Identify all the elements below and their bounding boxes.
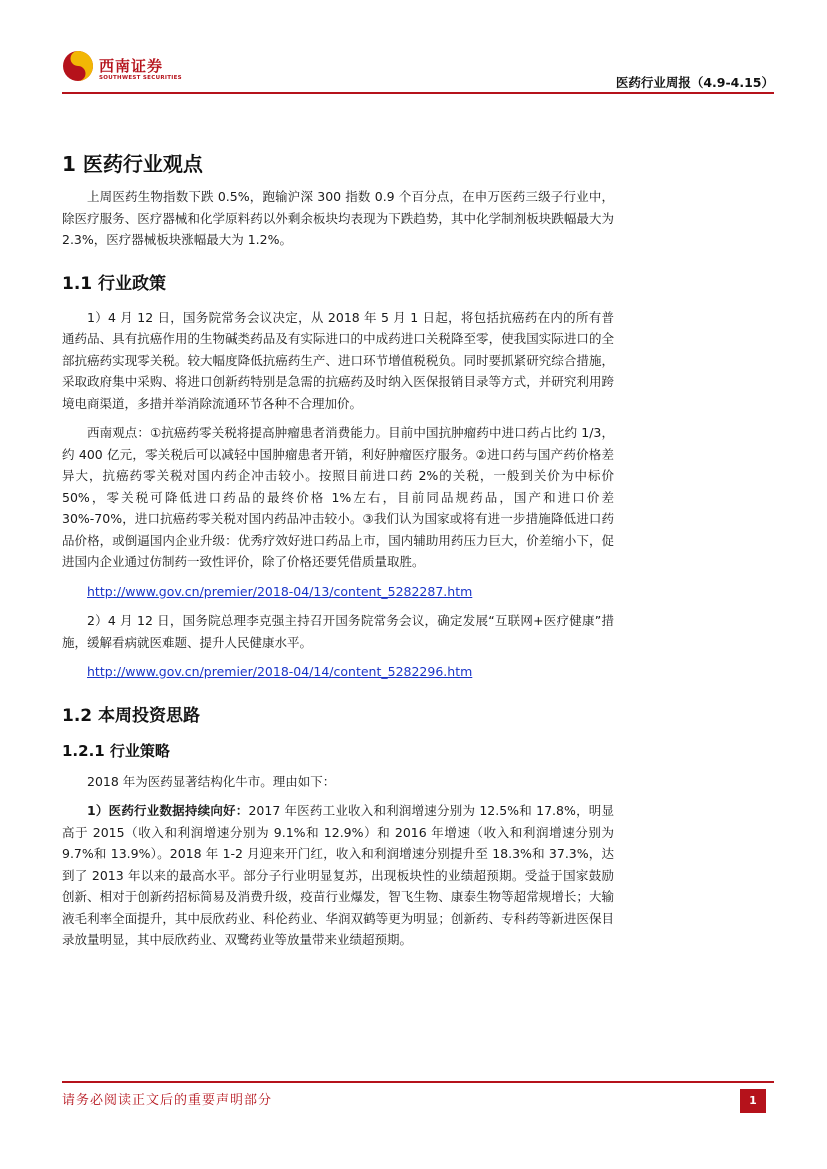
strategy-point-1-text: 2017 年医药工业收入和利润增速分别为 12.5%和 17.8%，明显高于 2015（收入和利润增速分别为 9.1%和 12.9%）和 2016 年增速（收入和利润增速分别为 9.7%和 13.9%）。2018 年 1-2 月迎来开门红，收入和利润增速分别提升至 18.3%和 37.3%，达到了 2013 年以来的最高水平。部分子行业明显复苏，出现板块性的业绩超预期。受益于国家鼓励创新、相对于创新药招标简易及消费升级，疫苗行业爆发，智飞生物、康泰生物等超常规增长；大输液毛利率全面提升，其中辰欣药业、科伦药业、华润双鹤等更为明显；创新药、专科药等新进医保目录放量明显，其中辰欣药业、双鹭药业等放量带来业绩超预期。	[62, 803, 615, 947]
report-title: 医药行业周报（4.9-4.15）	[615, 75, 774, 90]
section-1-2-heading: 1.2 本周投资思路	[62, 705, 201, 726]
strategy-point-1-label: 1）医药行业数据持续向好：	[87, 803, 249, 818]
strategy-paragraph-1: 2018 年为医药显著结构化牛市。理由如下：	[87, 773, 336, 789]
section-1-2-1-heading: 1.2.1 行业策略	[62, 741, 170, 760]
logo-english-name: SOUTHWEST SECURITIES	[99, 75, 182, 81]
section-1-1-heading: 1.1 行业政策	[62, 273, 167, 294]
document-body	[62, 150, 614, 951]
company-logo	[62, 48, 202, 88]
policy-link-1[interactable]: http://www.gov.cn/premier/2018-04/13/content_5282287.htm	[87, 583, 473, 599]
section-1-heading: 1 医药行业观点	[62, 152, 203, 176]
policy-paragraph-2: 西南观点：①抗癌药零关税将提高肿瘤患者消费能力。目前中国抗肿瘤药中进口药占比约 1/3，约 400 亿元，零关税后可以减轻中国肿瘤患者开销，利好肿瘤医疗服务。②进口药与国产药价格差异大，抗癌药零关税对国内药企冲击较小。按照目前进口药 2%的关税，一般到关价为中标价 50%，零关税可降低进口药品的最终价格 1%左右，目前同品规药品，国产和进口价差 30%-70%，进口抗癌药零关税对国内药品冲击较小。③我们认为国家或将有进一步措施降低进口药品价格，或倒逼国内企业升级：优秀疗效好进口药品上市，国内辅助用药压力巨大，价差缩小下，促进国内企业通过仿制药一致性评价，除了价格还要凭借质量取胜。	[62, 425, 614, 569]
logo-emblem-icon	[62, 50, 94, 82]
logo-chinese-name: 西南证券	[99, 57, 164, 75]
footer-divider	[62, 1081, 774, 1083]
header-divider	[62, 92, 774, 94]
policy-link-2[interactable]: http://www.gov.cn/premier/2018-04/14/content_5282296.htm	[87, 664, 473, 679]
footer-disclaimer: 请务必阅读正文后的重要声明部分	[62, 1093, 273, 1108]
strategy-paragraph-2	[62, 800, 614, 951]
page-number: 1	[740, 1089, 766, 1113]
section-1-intro: 上周医药生物指数下跌 0.5%，跑输沪深 300 指数 0.9 个百分点，在申万医药三级子行业中，除医疗服务、医疗器械和化学原料药以外剩余板块均表现为下跌趋势，其中化学制剂板块跌幅最大为 2.3%，医疗器械板块涨幅最大为 1.2%。	[62, 189, 614, 247]
policy-paragraph-3: 2）4 月 12 日，国务院总理李克强主持召开国务院常务会议，确定发展“互联网+医疗健康”措施，缓解看病就医难题、提升人民健康水平。	[62, 613, 614, 650]
policy-paragraph-1: 1）4 月 12 日，国务院常务会议决定，从 2018 年 5 月 1 日起，将包括抗癌药在内的所有普通药品、具有抗癌作用的生物碱类药品及有实际进口的中成药进口关税降至零，使我国实际进口的全部抗癌药实现零关税。较大幅度降低抗癌药生产、进口环节增值税税负。同时要抓紧研究综合措施，采取政府集中采购、将进口创新药特别是急需的抗癌药及时纳入医保报销目录等方式，并研究利用跨境电商渠道，多措并举消除流通环节各种不合理加价。	[62, 309, 614, 411]
page-header	[62, 48, 774, 93]
